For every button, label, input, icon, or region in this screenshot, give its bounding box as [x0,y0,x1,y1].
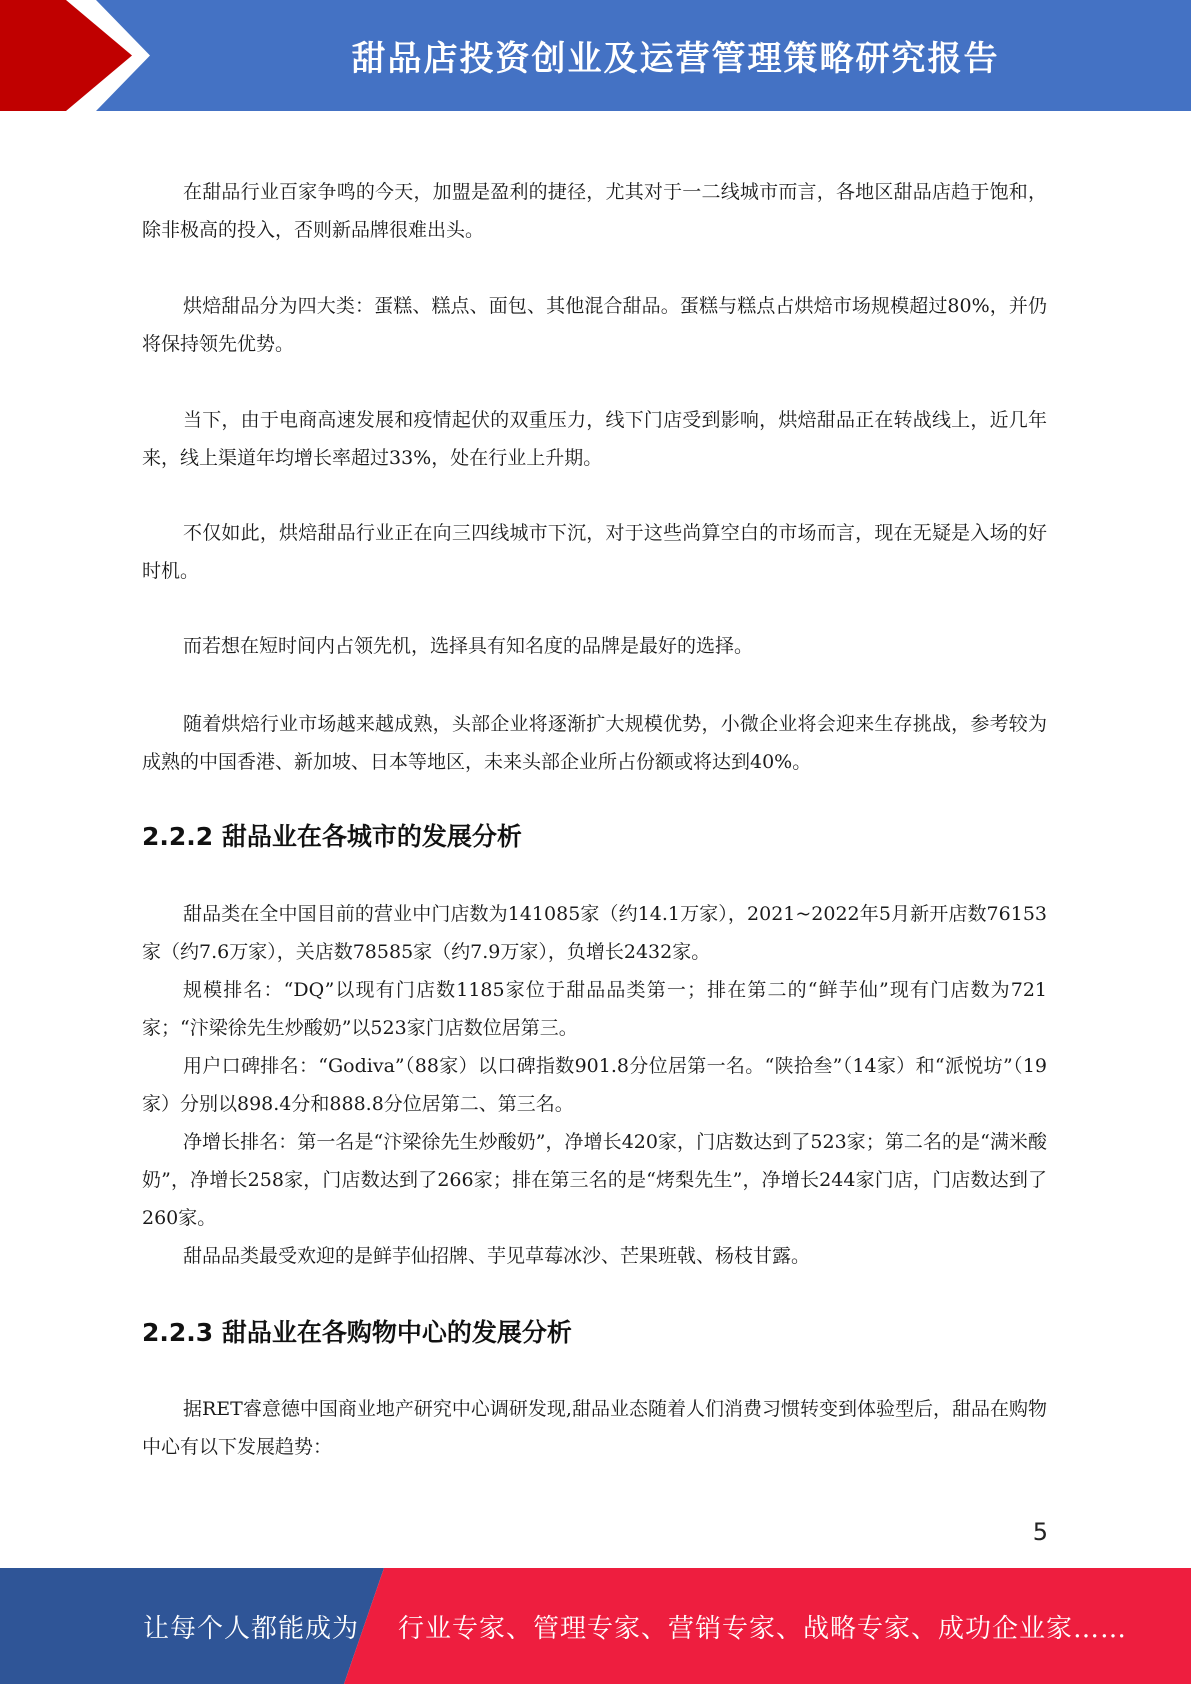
report-title: 甜品店投资创业及运营管理策略研究报告 [351,39,1000,79]
paragraph-2: 烘焙甜品分为四大类：蛋糕、糕点、面包、其他混合甜品。蛋糕与糕点占烘焙市场规模超过80%，并仍将保持领先优势。 [142,295,1047,355]
section-222-paragraph-3: 用户口碑排名：“Godiva”（88家）以口碑指数901.8分位居第一名。“陕拾叁”（14家）和“派悦坊”（19家）分别以898.4分和888.8分位居第二、第三名。 [142,1055,1047,1115]
page-number: 5 [1032,1518,1048,1546]
paragraph-3: 当下，由于电商高速发展和疫情起伏的双重压力，线下门店受到影响，烘焙甜品正在转战线上，近几年来，线上渠道年均增长率超过33%，处在行业上升期。 [142,409,1047,469]
section-heading-2-2-2: 2.2.2 甜品业在各城市的发展分析 [142,822,522,851]
footer-slogan-left: 让每个人都能成为 [143,1613,360,1644]
paragraph-4: 不仅如此，烘焙甜品行业正在向三四线城市下沉，对于这些尚算空白的市场而言，现在无疑是入场的好时机。 [142,522,1047,582]
header-band [0,0,1191,111]
paragraph-1: 在甜品行业百家争鸣的今天，加盟是盈利的捷径，尤其对于一二线城市而言，各地区甜品店趋于饱和，除非极高的投入，否则新品牌很难出头。 [142,181,1047,241]
footer-slogan-right: 行业专家、管理专家、营销专家、战略专家、成功企业家…… [398,1613,1128,1644]
section-222-paragraph-2: 规模排名：“DQ”以现有门店数1185家位于甜品品类第一；排在第二的“鲜芋仙”现有门店数为721家；“汴梁徐先生炒酸奶”以523家门店数位居第三。 [142,979,1047,1039]
paragraph-5: 而若想在短时间内占领先机，选择具有知名度的品牌是最好的选择。 [183,635,754,657]
section-222-paragraph-5: 甜品品类最受欢迎的是鲜芋仙招牌、芋见草莓冰沙、芒果班戟、杨枝甘露。 [183,1245,811,1267]
section-222-paragraph-1: 甜品类在全中国目前的营业中门店数为141085家（约14.1万家），2021~2022年5月新开店数76153家（约7.6万家），关店数78585家（约7.9万家），负增长2432家。 [142,903,1047,963]
section-heading-2-2-3: 2.2.3 甜品业在各购物中心的发展分析 [142,1318,572,1347]
chevron-logo-icon [0,0,160,111]
paragraph-6: 随着烘焙行业市场越来越成熟，头部企业将逐渐扩大规模优势，小微企业将会迎来生存挑战，参考较为成熟的中国香港、新加坡、日本等地区，未来头部企业所占份额或将达到40%。 [142,713,1047,773]
section-222-paragraph-4: 净增长排名：第一名是“汴梁徐先生炒酸奶”，净增长420家，门店数达到了523家；第二名的是“满米酸奶”，净增长258家，门店数达到了266家；排在第三名的是“烤梨先生”，净增长244家门店，门店数达到了260家。 [142,1131,1047,1229]
section-223-paragraph-1: 据RET睿意德中国商业地产研究中心调研发现,甜品业态随着人们消费习惯转变到体验型后，甜品在购物中心有以下发展趋势： [142,1398,1047,1458]
footer-band [0,1568,1191,1684]
